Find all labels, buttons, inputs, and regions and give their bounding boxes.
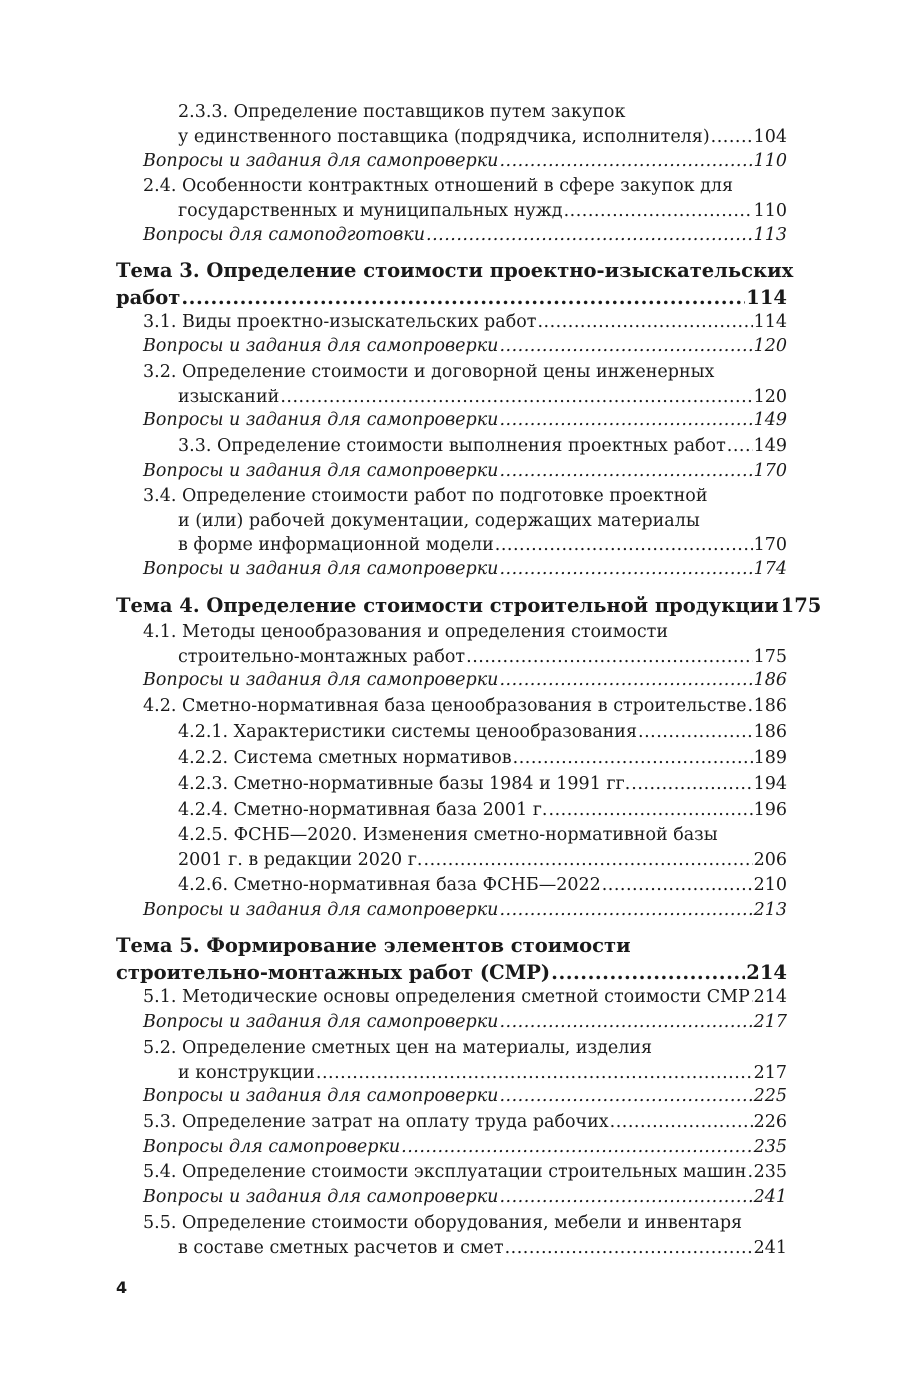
toc-page-number: 217 [753, 1012, 787, 1032]
toc-entry-title-cont: у единственного поставщика (подрядчика, исполнителя) [178, 126, 710, 147]
toc-page-number: 196 [753, 800, 787, 820]
toc-entry-questions[interactable] [116, 1135, 787, 1160]
toc-entry-3-3[interactable] [116, 434, 787, 459]
toc-heading-title: Тема 3. Определение стоимости проектно-изыскательских [116, 259, 794, 282]
toc-page-number: 149 [753, 436, 787, 456]
toc-entry-title: 4.2.1. Характеристики системы ценообразования [178, 722, 637, 742]
toc-entry-title: 4.1. Методы ценообразования и определения стоимости [143, 622, 669, 642]
toc-heading-title-cont: строительно-монтажных работ (СМР) [116, 961, 551, 984]
toc-entry-title: Вопросы и задания для самопроверки [143, 410, 499, 430]
toc-entry-line [143, 1061, 787, 1086]
toc-entry-5-1[interactable] [116, 985, 787, 1010]
toc-entry-line [116, 284, 787, 311]
toc-heading-topic-5[interactable] [116, 932, 787, 986]
toc-entry-questions[interactable] [116, 1185, 787, 1210]
toc-entry-title: 3.2. Определение стоимости и договорной цены инженерных [143, 362, 715, 382]
toc-entry-title: 4.2.2. Система сметных нормативов [178, 748, 512, 768]
toc-entry-questions[interactable] [116, 459, 787, 484]
dot-leader [401, 1135, 752, 1160]
toc-entry-5-5[interactable] [116, 1211, 787, 1260]
toc-entry-title: Вопросы и задания для самопроверки [143, 1187, 499, 1207]
dot-leader [638, 720, 753, 745]
toc-heading-title: Тема 4. Определение стоимости строительной продукции [116, 594, 779, 617]
dot-leader [499, 557, 752, 582]
toc-entry-title-cont: 2001 г. в редакции 2020 г. [178, 849, 423, 870]
toc-page-number: 110 [753, 151, 787, 171]
toc-entry-title-cont: в форме информационной модели [178, 535, 494, 555]
toc-heading-topic-4[interactable] [116, 592, 822, 619]
toc-entry-questions[interactable] [116, 408, 787, 433]
toc-entry-line [143, 557, 787, 582]
dot-leader [499, 898, 752, 923]
toc-entry-title: 3.1. Виды проектно-изыскательских работ [143, 312, 537, 332]
toc-page-number: 186 [753, 722, 787, 742]
dot-leader [499, 149, 752, 174]
toc-entry-line [178, 848, 787, 873]
toc-entry-title: 5.1. Методические основы определения сметной стоимости СМР [143, 987, 750, 1007]
toc-page-number: 120 [753, 386, 787, 407]
toc-entry-4-2-3[interactable] [116, 772, 787, 797]
toc-entry-line [143, 459, 787, 484]
toc-page-number: 225 [753, 1086, 787, 1106]
toc-page-number: 214 [753, 987, 787, 1007]
toc-page-number: 114 [746, 286, 787, 309]
toc-page-number: 235 [753, 1162, 787, 1182]
toc-entry-title: 2.4. Особенности контрактных отношений в сфере закупок для [143, 176, 734, 196]
dot-leader [602, 873, 753, 898]
toc-page-number: 170 [753, 535, 787, 555]
toc-entry-line [143, 1185, 787, 1210]
toc-entry-4-2-2[interactable] [116, 746, 787, 771]
toc-entry-title: 5.4. Определение стоимости эксплуатации строительных машин [143, 1162, 747, 1182]
toc-entry-title: Вопросы и задания для самопроверки [143, 559, 499, 579]
dot-leader [426, 223, 753, 248]
toc-entry-title: Вопросы для самоподготовки [143, 225, 425, 245]
toc-entry-line [143, 1160, 787, 1185]
toc-entry-4-1[interactable] [116, 620, 787, 669]
toc-entry-line [143, 199, 787, 224]
toc-entry-title-cont: строительно-монтажных работ [178, 646, 466, 667]
toc-page-number: 241 [753, 1187, 787, 1207]
dot-leader [551, 959, 745, 986]
toc-entry-4-2-4[interactable] [116, 798, 787, 823]
toc-entry-title: 4.2.6. Сметно-нормативная база ФСНБ—2022 [178, 875, 601, 895]
dot-leader [747, 1160, 752, 1185]
toc-entry-line [178, 772, 787, 797]
toc-entry-title: 3.3. Определение стоимости выполнения проектных работ [178, 436, 726, 456]
dot-leader [537, 310, 752, 335]
toc-entry-questions[interactable] [116, 1084, 787, 1109]
dot-leader [610, 1110, 753, 1135]
dot-leader [564, 199, 753, 224]
toc-page-number: 186 [753, 670, 787, 690]
toc-page-number: 104 [753, 126, 787, 147]
toc-page-number: 114 [753, 312, 787, 332]
toc-entry-line [143, 223, 787, 248]
toc-entry-title: Вопросы и задания для самопроверки [143, 1086, 499, 1106]
toc-page-number: 194 [753, 774, 787, 794]
toc-entry-questions[interactable] [116, 149, 787, 174]
toc-entry-line [143, 408, 787, 433]
toc-entry-title: 4.2.4. Сметно-нормативная база 2001 г. [178, 800, 548, 820]
toc-entry-title: 4.2.3. Сметно-нормативные базы 1984 и 1991 гг. [178, 774, 631, 794]
toc-entry-questions[interactable] [116, 1010, 787, 1035]
dot-leader [631, 772, 752, 797]
toc-page-number: 149 [753, 410, 787, 430]
dot-leader [181, 284, 745, 311]
toc-entry-line [143, 310, 787, 335]
dot-leader [499, 408, 752, 433]
dot-leader [280, 385, 752, 410]
toc-entry-questions[interactable] [116, 334, 787, 359]
toc-heading-topic-3[interactable] [116, 257, 794, 311]
toc-entry-title: Вопросы для самопроверки [143, 1137, 401, 1157]
toc-entry-line [143, 385, 787, 410]
toc-page-number: 217 [753, 1062, 787, 1083]
toc-entry-title: Вопросы и задания для самопроверки [143, 900, 499, 920]
toc-entry-line [143, 668, 787, 693]
toc-entry-title: Вопросы и задания для самопроверки [143, 670, 499, 690]
toc-entry-line [143, 1110, 787, 1135]
dot-leader [495, 533, 753, 558]
toc-entry-title: 2.3.3. Определение поставщиков путем закупок [178, 102, 626, 122]
toc-entry-questions[interactable] [116, 898, 787, 923]
toc-heading-title-cont: работ [116, 286, 181, 309]
toc-entry-line [116, 959, 787, 986]
toc-page-number: 210 [753, 875, 787, 895]
toc-entry-line [178, 798, 787, 823]
toc-entry-questions[interactable] [116, 668, 787, 693]
toc-entry-line [178, 434, 787, 459]
toc-page-number: 241 [753, 1237, 787, 1258]
toc-entry-4-2-6[interactable] [116, 873, 787, 898]
toc-page-number: 235 [753, 1137, 787, 1157]
toc-entry-4-2-5[interactable] [116, 823, 787, 872]
toc-entry-3-4[interactable] [116, 484, 787, 558]
toc-entry-line [178, 873, 787, 898]
toc-page-number: 189 [753, 748, 787, 768]
toc-page-number: 226 [753, 1112, 787, 1132]
toc-entry-line [178, 746, 787, 771]
toc-entry-title-cont: в составе сметных расчетов и смет [178, 1237, 504, 1258]
toc-entry-2-4[interactable] [116, 174, 787, 223]
toc-entry-title: 4.2. Сметно-нормативная база ценообразования в строительстве [143, 696, 747, 716]
dot-leader [499, 668, 752, 693]
toc-entry-title-cont: и (или) рабочей документации, содержащих материалы [178, 510, 700, 531]
dot-leader [505, 1236, 753, 1261]
toc-entry-line [143, 334, 787, 359]
toc-entry-5-2[interactable] [116, 1036, 787, 1085]
toc-entry-questions[interactable] [116, 223, 787, 248]
dot-leader [499, 1185, 752, 1210]
dot-leader [466, 645, 752, 670]
toc-page-number: 175 [753, 646, 787, 667]
toc-entry-questions[interactable] [116, 557, 787, 582]
toc-entry-line [143, 645, 787, 670]
toc-entry-4-2-1[interactable] [116, 720, 787, 745]
toc-page-number: 214 [746, 961, 787, 984]
toc-entry-title: Вопросы и задания для самопроверки [143, 1012, 499, 1032]
dot-leader [711, 125, 753, 150]
toc-entry-line [143, 694, 787, 719]
toc-entry-line [143, 533, 787, 558]
toc-page-number: 174 [753, 559, 787, 579]
dot-leader [499, 1010, 752, 1035]
toc-entry-line [143, 1236, 787, 1261]
dot-leader [424, 848, 753, 873]
toc-heading-title: Тема 5. Формирование элементов стоимости [116, 934, 631, 957]
dot-leader [747, 694, 752, 719]
toc-entry-title: Вопросы и задания для самопроверки [143, 151, 499, 171]
dot-leader [499, 1084, 752, 1109]
toc-page-number: 120 [753, 336, 787, 356]
toc-page-number: 110 [753, 200, 787, 221]
dot-leader [513, 746, 753, 771]
dot-leader [549, 798, 753, 823]
dot-leader [751, 985, 753, 1010]
toc-entry-title: 5.3. Определение затрат на оплату труда рабочих [143, 1112, 609, 1132]
toc-entry-title-cont: и конструкции [178, 1062, 315, 1083]
toc-entry-title: 5.2. Определение сметных цен на материалы, изделия [143, 1038, 653, 1058]
toc-entry-5-4[interactable] [116, 1160, 787, 1185]
toc-entry-title-cont: государственных и муниципальных нужд [178, 200, 563, 221]
toc-page-number: 113 [753, 225, 787, 245]
dot-leader [499, 459, 752, 484]
toc-page-number: 206 [753, 849, 787, 870]
toc-page-number: 170 [753, 461, 787, 481]
page-number: 4 [116, 1278, 128, 1297]
toc-entry-4-2[interactable] [116, 694, 787, 719]
toc-entry-3-2[interactable] [116, 360, 787, 409]
toc-entry-title: 3.4. Определение стоимости работ по подготовке проектной [143, 486, 708, 506]
dot-leader [316, 1061, 753, 1086]
toc-entry-title: 4.2.5. ФСНБ—2020. Изменения сметно-нормативной базы [178, 825, 718, 845]
toc-page-number: 213 [753, 900, 787, 920]
toc-page-number: 186 [753, 696, 787, 716]
toc-entry-line [143, 1084, 787, 1109]
toc-page-number: 175 [780, 594, 822, 617]
toc-entry-line [116, 592, 822, 619]
toc-entry-line [143, 1010, 787, 1035]
toc-entry-line [143, 149, 787, 174]
toc-entry-3-1[interactable] [116, 310, 787, 335]
toc-entry-title: Вопросы и задания для самопроверки [143, 336, 499, 356]
toc-entry-2-3-3[interactable] [116, 100, 787, 149]
toc-entry-title: Вопросы и задания для самопроверки [143, 461, 499, 481]
dot-leader [499, 334, 752, 359]
toc-entry-line [143, 1135, 787, 1160]
dot-leader [727, 434, 753, 459]
toc-entry-title: 5.5. Определение стоимости оборудования, мебели и инвентаря [143, 1213, 743, 1233]
toc-entry-title-cont: изысканий [178, 386, 280, 407]
toc-entry-line [178, 720, 787, 745]
toc-entry-line [143, 898, 787, 923]
toc-entry-line [143, 985, 787, 1010]
toc-entry-line [178, 125, 787, 150]
toc-entry-5-3[interactable] [116, 1110, 787, 1135]
